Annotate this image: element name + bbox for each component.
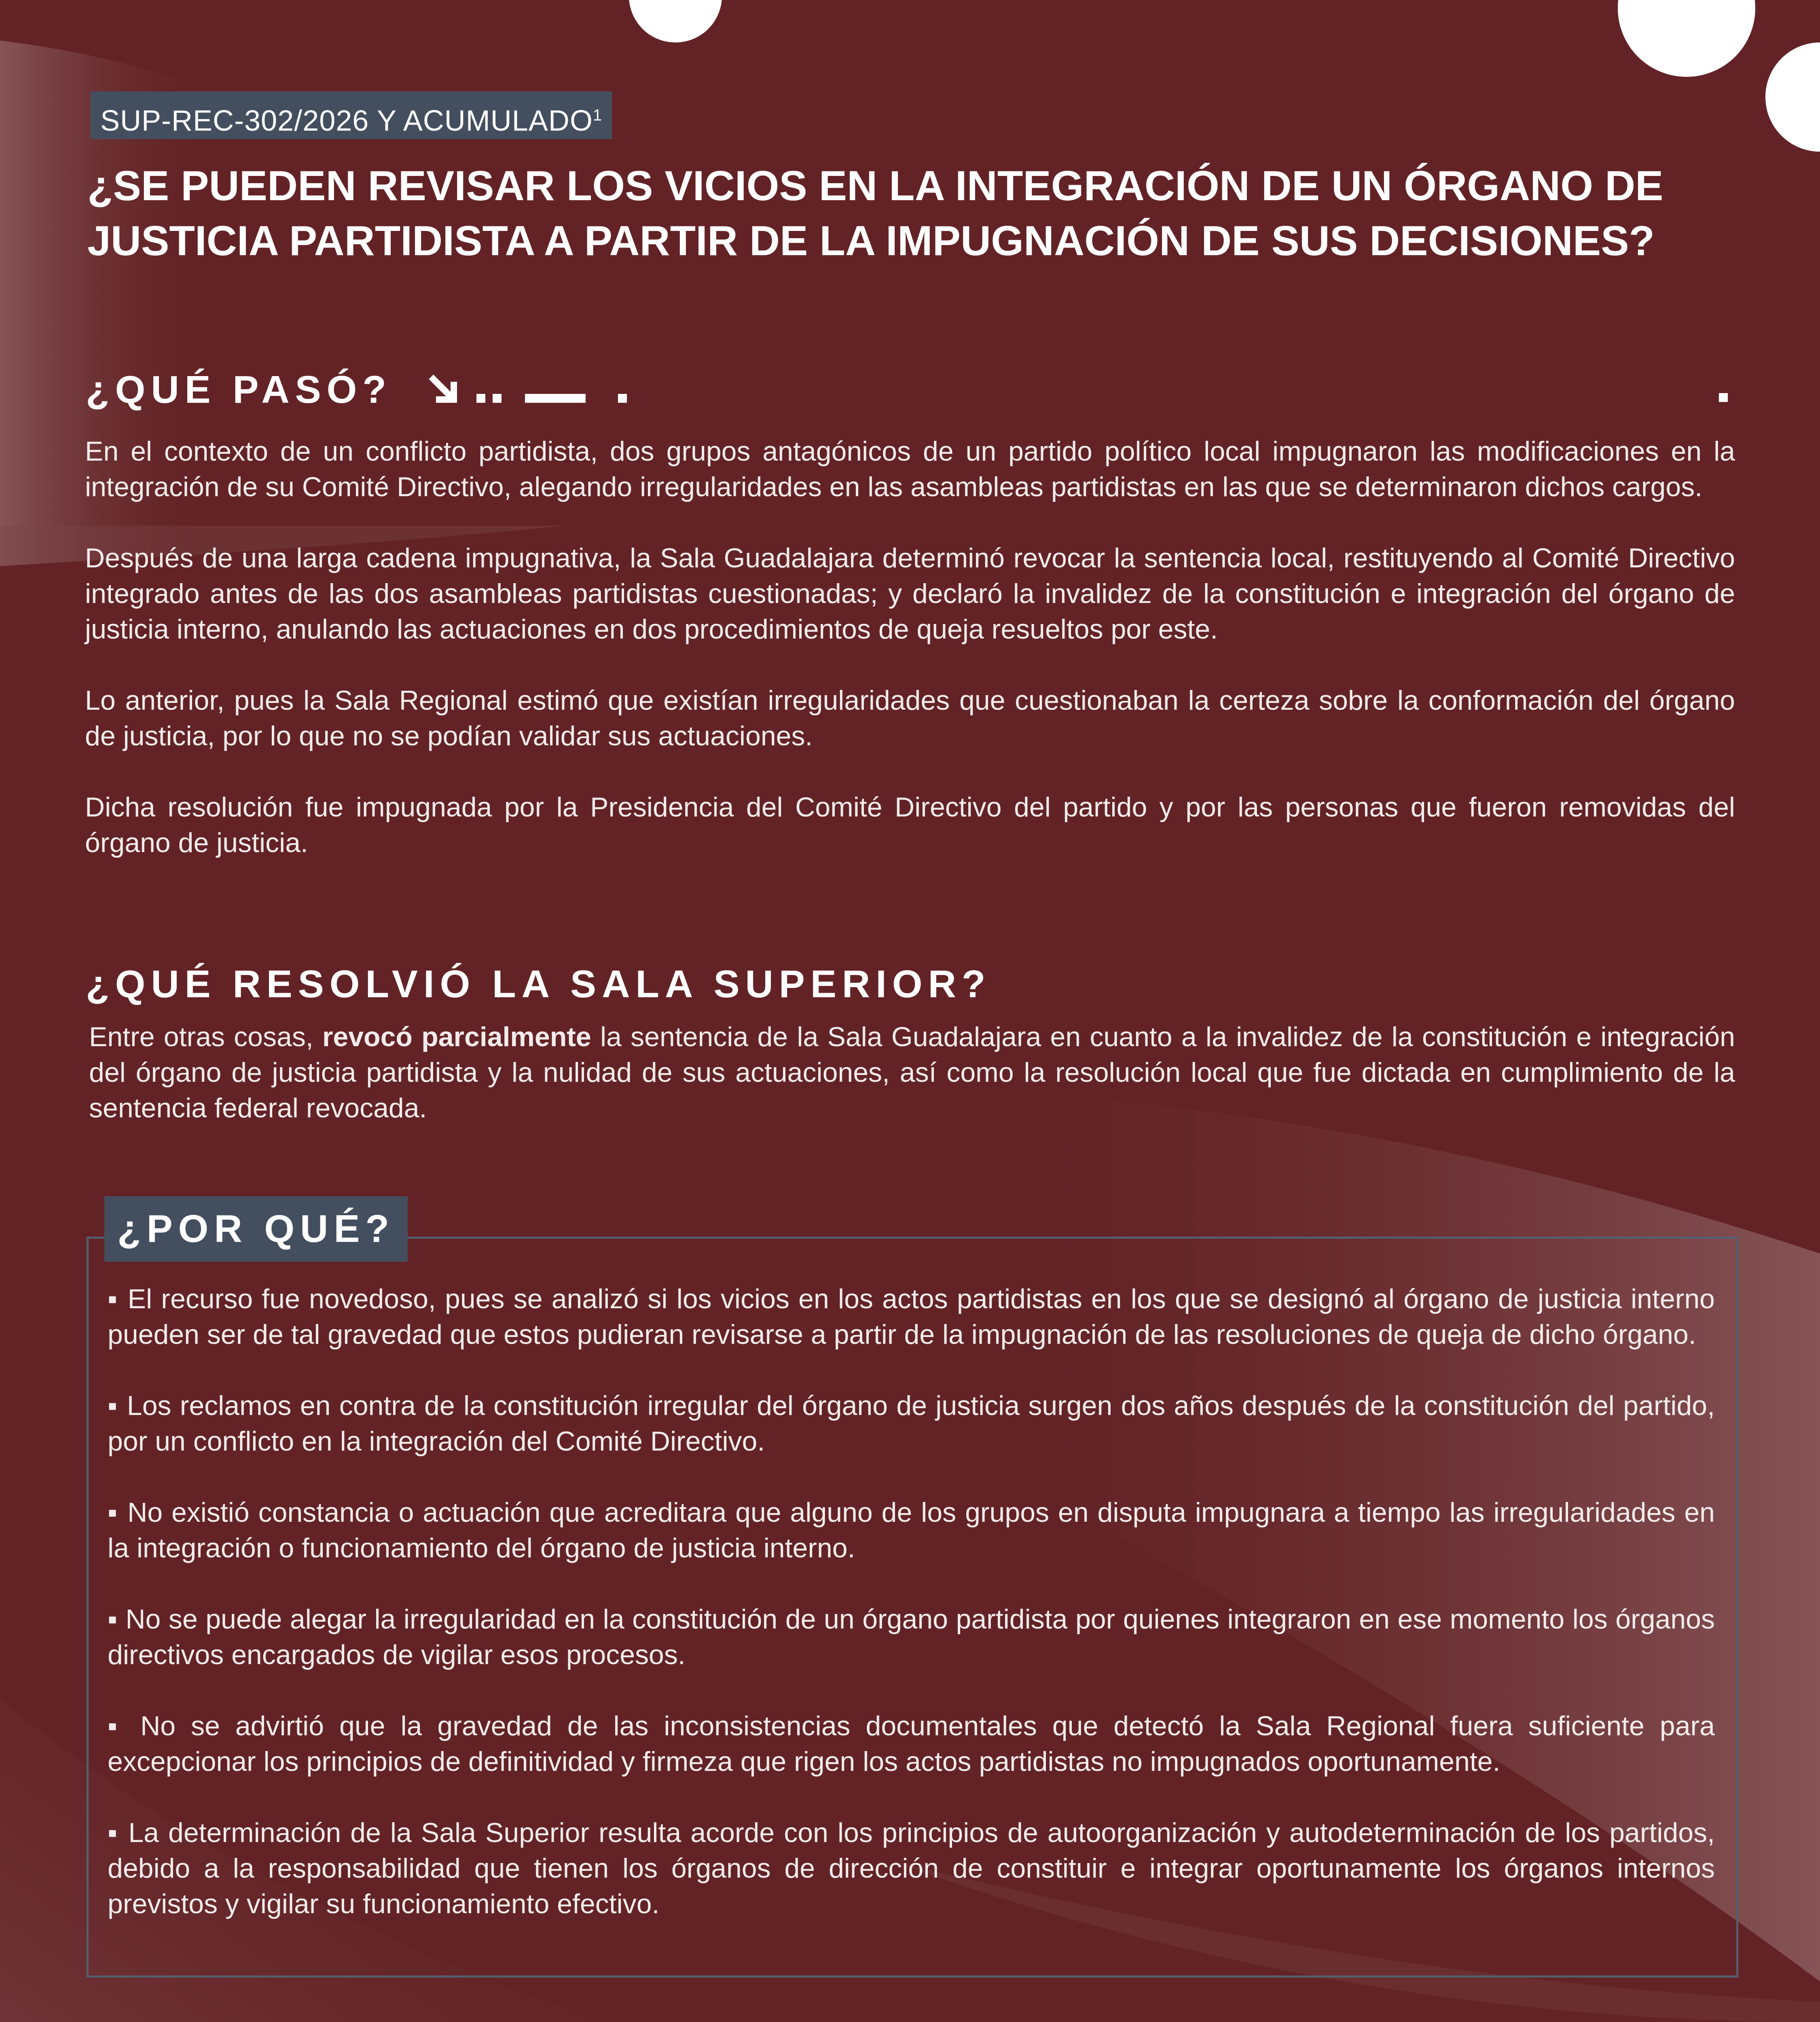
- por-que-bullet-6: ▪ La determinación de la Sala Superior resulta acorde con los principios de autoorganización y autodeterminación de los partidos, debido a la responsabilidad que tienen los órganos de dirección de constituir e integrar oportunamente los órganos internos previstos y vigilar su funcionamiento efectivo.: [108, 1817, 1715, 1919]
- por-que-bullet-4: ▪ No se puede alegar la irregularidad en la constitución de un órgano partidista por quienes integraron en ese momento los órganos directivos encargados de vigilar esos procesos.: [108, 1604, 1715, 1670]
- por-que-bullet-1: ▪ El recurso fue novedoso, pues se analizó si los vicios en los actos partidistas en los que se designó al órgano de justicia interno pueden ser de tal gravedad que estos pudieran revisarse a partir de la impugnación de las resoluciones de queja de dicho órgano.: [108, 1284, 1715, 1350]
- que-resolvio-body: [89, 1019, 1735, 1126]
- section-heading-que-paso: ¿QUÉ PASÓ?: [86, 368, 392, 411]
- que-paso-body: [85, 434, 1735, 861]
- por-que-bullet-3: ▪ No existió constancia o actuación que acreditara que alguno de los grupos en disputa impugnara a tiempo las irregularidades en la integración o funcionamiento del órgano de justicia interno.: [108, 1497, 1715, 1563]
- case-footnote-mark: 1: [593, 106, 603, 124]
- por-que-bullet-2: ▪ Los reclamos en contra de la constitución irregular del órgano de justicia surgen dos años después de la constitución del partido, por un conflicto en la integración del Comité Directivo.: [108, 1390, 1715, 1457]
- que-resolvio-bold: revocó parcialmente: [322, 1022, 591, 1052]
- por-que-bullet-5: ▪ No se advirtió que la gravedad de las inconsistencias documentales que detectó la Sala Regional fuera suficiente para excepcionar los principios de definitividad y firmeza que rigen los actos partidistas no impugnados oportunamente.: [108, 1711, 1715, 1777]
- case-badge: [91, 91, 612, 139]
- arrow-dash-decoration: [428, 374, 638, 408]
- page-title: ¿SE PUEDEN REVISAR LOS VICIOS EN LA INTEGRACIÓN DE UN ÓRGANO DE JUSTICIA PARTIDISTA A PARTIR DE LA IMPUGNACIÓN DE SUS DECISIONES?: [87, 163, 1663, 264]
- que-resolvio-rest: la sentencia de la Sala Guadalajara en cuanto a la invalidez de la constitución e integración del órgano de justicia partidista y la nulidad de sus actuaciones, así como la resolución local que fue dictada en cumplimiento de la sentencia federal revocada.: [89, 1022, 1735, 1123]
- que-paso-paragraph-1: En el contexto de un conflicto partidista, dos grupos antagónicos de un partido político local impugnaron las modificaciones en la integración de su Comité Directivo, alegando irregularidades en las asambleas partidistas en las que se determinaron dichos cargos.: [85, 436, 1735, 502]
- section-heading-que-resolvio: ¿QUÉ RESOLVIÓ LA SALA SUPERIOR?: [86, 962, 991, 1006]
- section-heading-por-que: ¿POR QUÉ?: [104, 1196, 408, 1262]
- por-que-bullets: [108, 1281, 1715, 1922]
- que-paso-paragraph-4: Dicha resolución fue impugnada por la Presidencia del Comité Directivo del partido y por las personas que fueron removidas del órgano de justicia.: [85, 792, 1735, 858]
- case-id: SUP-REC-302/2026 Y ACUMULADO: [100, 105, 593, 137]
- que-paso-paragraph-3: Lo anterior, pues la Sala Regional estimó que existían irregularidades que cuestionaban la certeza sobre la conformación del órgano de justicia, por lo que no se podían validar sus actuaciones.: [85, 685, 1735, 751]
- que-resolvio-intro: Entre otras cosas,: [89, 1022, 322, 1052]
- que-paso-paragraph-2: Después de una larga cadena impugnativa, la Sala Guadalajara determinó revocar la sentencia local, restituyendo al Comité Directivo integrado antes de las dos asambleas partidistas cuestionadas; y declaró la invalidez de la constitución e integración del órgano de justicia interno, anulando las actuaciones en dos procedimientos de queja resueltos por este.: [85, 543, 1735, 645]
- decorative-dot: [1719, 393, 1728, 402]
